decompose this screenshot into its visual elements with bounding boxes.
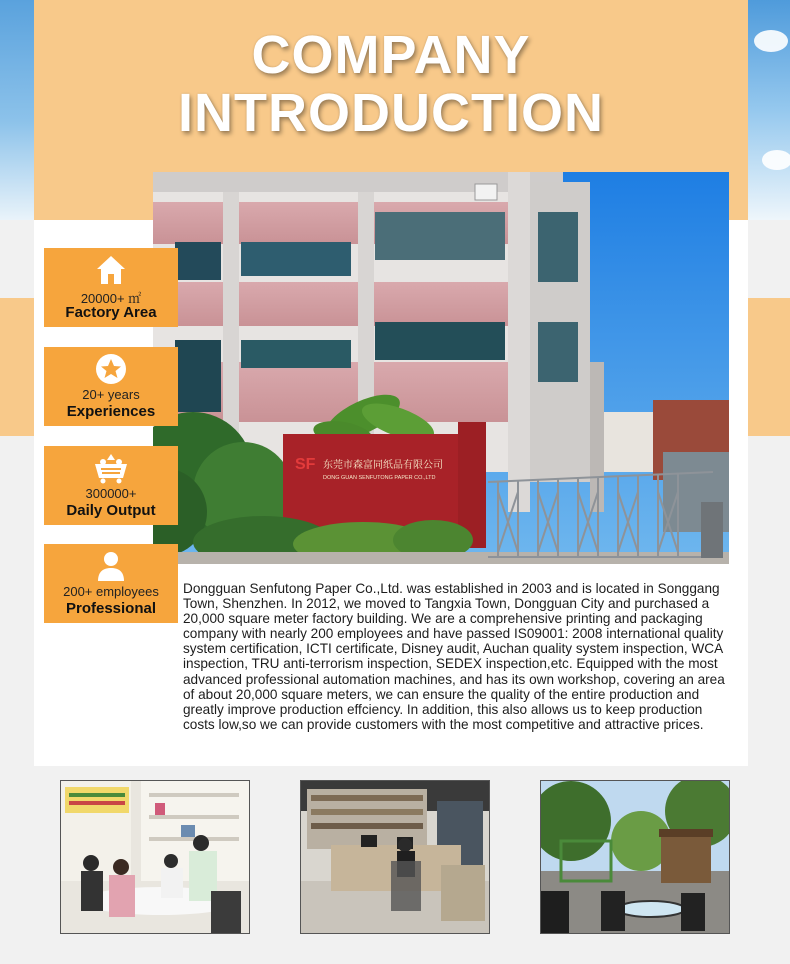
cart-icon bbox=[93, 452, 129, 484]
sign-chinese-text: 东莞市森富同纸品有限公司 bbox=[323, 460, 443, 471]
side-band-right bbox=[748, 298, 790, 436]
stat-label: Factory Area bbox=[65, 304, 157, 321]
stat-label: Experiences bbox=[66, 403, 156, 420]
side-band-left bbox=[0, 298, 34, 436]
stat-value: 20+ years bbox=[82, 387, 140, 402]
sky-background-right bbox=[748, 0, 790, 220]
stat-value: 200+ employees bbox=[63, 584, 159, 599]
stat-label: Professional bbox=[65, 600, 157, 617]
star-icon bbox=[95, 353, 127, 385]
page-title-line2: INTRODUCTION bbox=[178, 83, 604, 143]
page-title-line1: COMPANY bbox=[251, 25, 531, 85]
sign-english-text: DONG GUAN SENFUTONG PAPER CO.,LTD bbox=[323, 475, 436, 481]
sky-background-left bbox=[0, 0, 34, 220]
stat-badge-factory-area bbox=[44, 248, 178, 327]
stat-badge-daily-output bbox=[44, 446, 178, 525]
stat-label: Daily Output bbox=[66, 502, 156, 519]
company-description: Dongguan Senfutong Paper Co.,Ltd. was established in 2003 and is located in Songgang Town, Shenzhen. In 2012, we moved to Tangxia Town, Dongguan City and purchased a 20,000 square meter factory building. We are a comprehensive printing and packaging company with nearly 200 employees and have passed IS09001: 2008 international quality system certification, ICTI certificate, Disney audit, Auchan quality system inspection, WCA inspection, TRU anti-terrorism inspection, SEDEX inspection,etc. Equipped with the most advanced professional automation machines, and has its own workshop, covering an area of about 20,000 square meters, we can ensure the quality of the entire production and greatly improve production effciency. In addition, this also allows us to keep production costs low,so we can provide customers with the most competitive and attractive prices. bbox=[183, 581, 725, 732]
stat-value: 300000+ bbox=[85, 486, 137, 501]
office-photo bbox=[300, 780, 490, 934]
house-icon bbox=[95, 254, 127, 286]
svg-text:SF: SF bbox=[295, 456, 316, 473]
garden-photo bbox=[540, 780, 730, 934]
factory-building-photo bbox=[153, 172, 729, 564]
stat-badge-professional bbox=[44, 544, 178, 623]
stat-badge-experiences bbox=[44, 347, 178, 426]
person-icon bbox=[95, 550, 127, 582]
stat-value: 20000+ ㎡ bbox=[80, 291, 142, 306]
meeting-room-photo bbox=[60, 780, 250, 934]
